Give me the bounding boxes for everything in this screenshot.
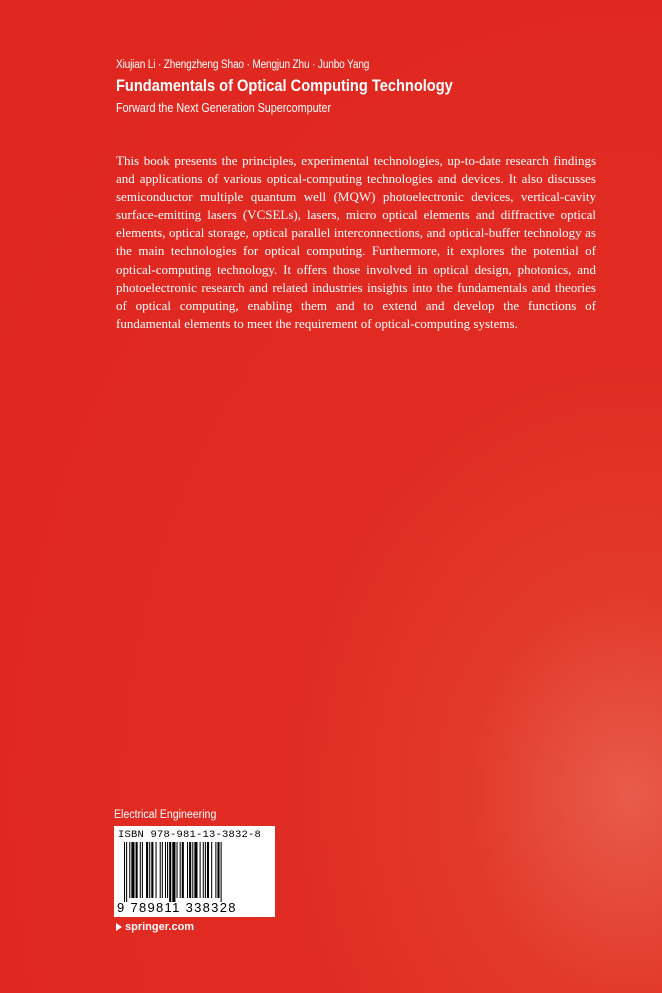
book-description: This book presents the principles, experimental technologies, up-to-date research findings and applications of various optical-computing technologies and devices. It also discusses semiconductor multiple quantum well (MQW) photoelectronic devices, vertical-cavity surface-emitting lasers (VCSELs), lasers, micro optical elements and diffractive optical elements, optical storage, optical parallel interconnections, and optical-buffer technology as the main technologies for optical computing. Furthermore, it explores the potential of optical-computing technology. It offers those involved in optical design, photonics, and photoelectronic research and related industries insights into the fundamentals and theories of optical computing, enabling them and to extend and develop the functions of fundamental elements to meet the requirement of optical-computing systems. (116, 153, 596, 331)
barcode-bars (124, 842, 266, 902)
book-title: Fundamentals of Optical Computing Technology (116, 76, 453, 95)
author-list: Xiujian Li · Zhengzheng Shao · Mengjun Zhu · Junbo Yang (116, 59, 370, 71)
subject-category: Electrical Engineering (114, 809, 217, 821)
isbn-barcode (114, 826, 275, 917)
publisher-link-text[interactable]: springer.com (125, 921, 195, 933)
arrow-right-icon (116, 923, 122, 931)
ean-digits: 9 789811 338328 (117, 900, 237, 915)
isbn-number: ISBN 978-981-13-3832-8 (118, 829, 262, 841)
publisher-link[interactable] (116, 921, 194, 933)
book-subtitle: Forward the Next Generation Supercomputer (116, 101, 332, 115)
